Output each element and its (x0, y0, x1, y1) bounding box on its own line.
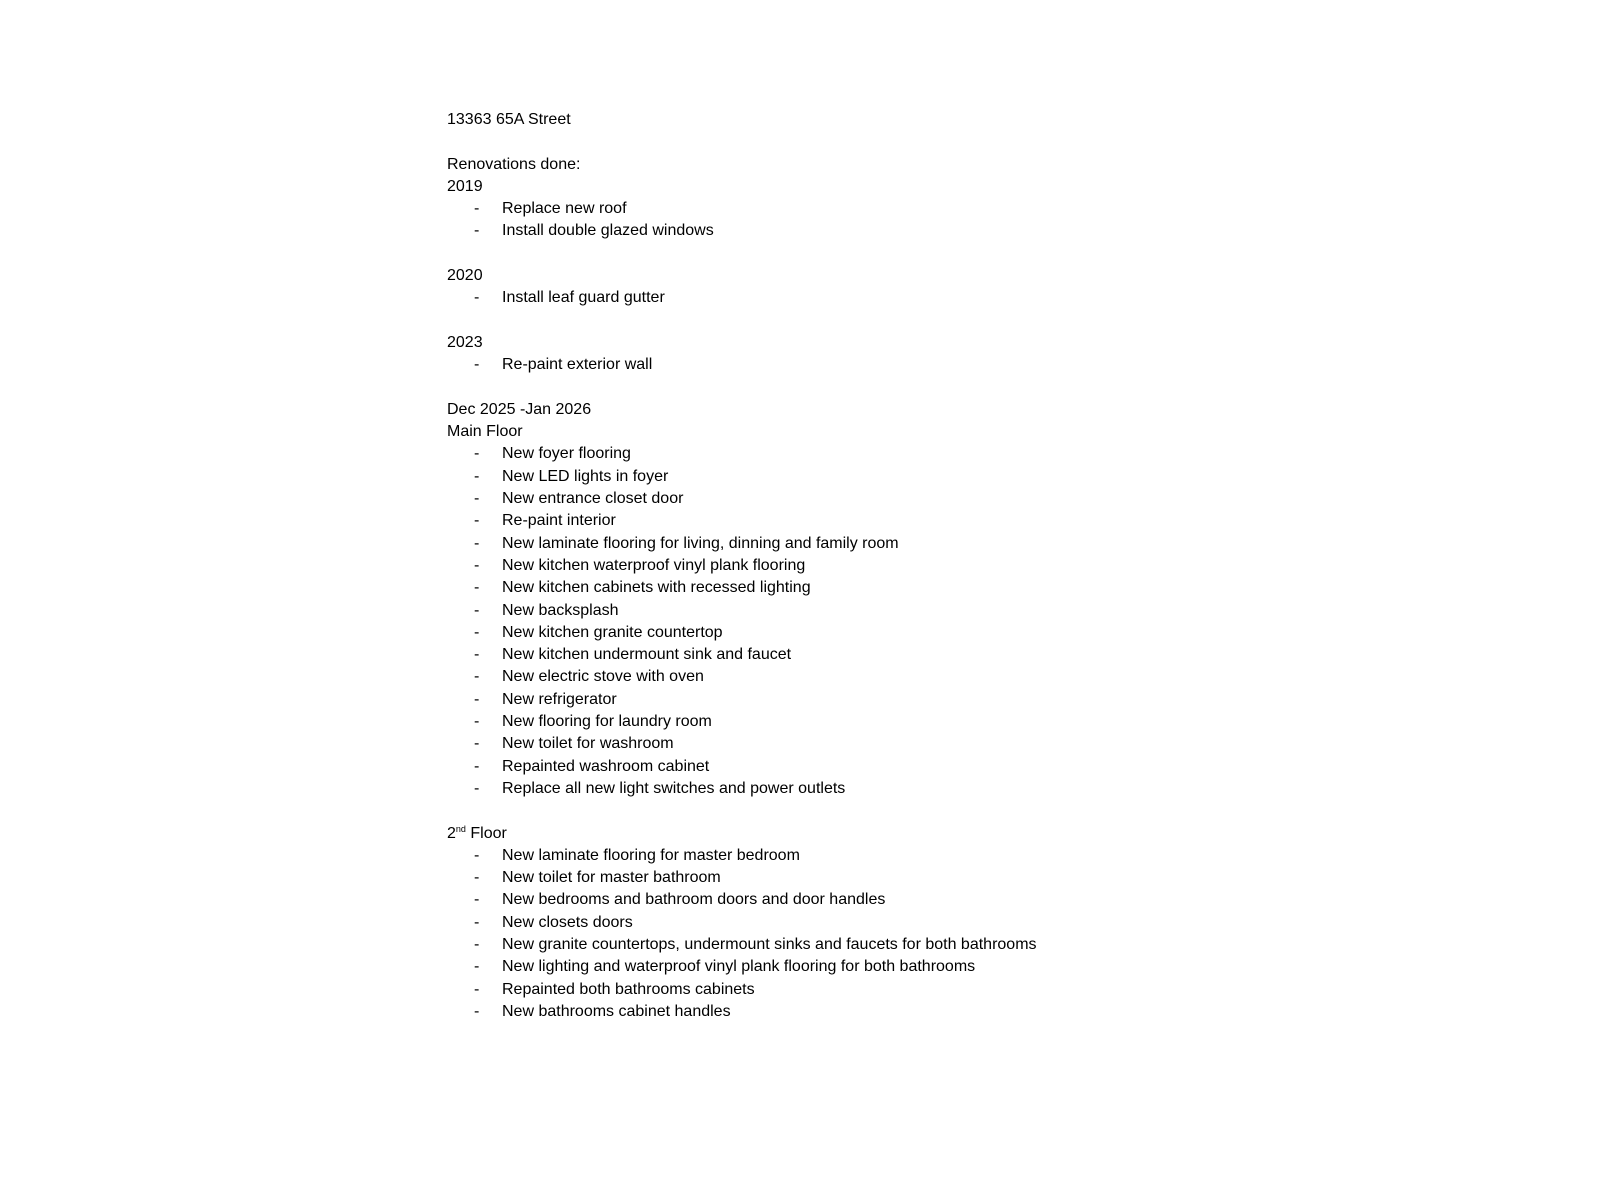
list-item (447, 711, 1447, 733)
list-item (447, 287, 1447, 309)
list-item-text: New granite countertops, undermount sinks and faucets for both bathrooms (502, 935, 1037, 953)
second-floor-list (447, 845, 1447, 1023)
dash-marker: - (474, 935, 480, 953)
dash-marker: - (474, 356, 480, 374)
list-item-text: New flooring for laundry room (502, 713, 712, 731)
list-item (447, 488, 1447, 510)
dash-marker: - (474, 690, 480, 708)
list-item-text: New electric stove with oven (502, 668, 704, 686)
list-item-text: Install double glazed windows (502, 222, 714, 240)
list-item-text: New LED lights in foyer (502, 467, 669, 485)
floor-label: Floor (465, 824, 507, 842)
list-item (447, 600, 1447, 622)
dash-marker: - (474, 222, 480, 240)
list-item (447, 622, 1447, 644)
dash-marker: - (474, 869, 480, 887)
list-item (447, 198, 1447, 220)
dash-marker: - (474, 579, 480, 597)
list-item-text: Re-paint exterior wall (502, 356, 653, 374)
list-item (447, 956, 1447, 978)
list-item-text: New toilet for washroom (502, 735, 674, 753)
list-item (447, 756, 1447, 778)
dash-marker: - (474, 1002, 480, 1020)
list-item-text: Install leaf guard gutter (502, 289, 665, 307)
list-item-text: New kitchen granite countertop (502, 623, 723, 641)
list-item-text: New refrigerator (502, 690, 617, 708)
intro-heading: Renovations done: (447, 155, 581, 173)
dash-marker: - (474, 556, 480, 574)
list-item-text: Replace all new light switches and power outlets (502, 779, 846, 797)
spacer (447, 310, 1447, 332)
second-floor-heading (447, 823, 1447, 845)
list-item (447, 1001, 1447, 1023)
list-item (447, 220, 1447, 242)
dash-marker: - (474, 668, 480, 686)
dash-marker: - (474, 846, 480, 864)
list-item (447, 912, 1447, 934)
address-line: 13363 65A Street (447, 111, 571, 128)
list-item (447, 979, 1447, 1001)
dash-marker: - (474, 913, 480, 931)
dash-marker: - (474, 958, 480, 976)
list-item (447, 577, 1447, 599)
list-item (447, 689, 1447, 711)
list-item-text: Repainted washroom cabinet (502, 757, 710, 775)
list-item-text: Replace new roof (502, 200, 627, 218)
dash-marker: - (474, 623, 480, 641)
dash-marker: - (474, 445, 480, 463)
list-item (447, 666, 1447, 688)
list-item (447, 644, 1447, 666)
period-heading: Dec 2025 -Jan 2026 (447, 400, 592, 418)
dash-marker: - (474, 289, 480, 307)
dash-marker: - (474, 980, 480, 998)
list-item (447, 510, 1447, 532)
list-item (447, 555, 1447, 577)
list-item-text: New foyer flooring (502, 445, 631, 463)
list-item (447, 778, 1447, 800)
dash-marker: - (474, 646, 480, 664)
year-2020-list (447, 287, 1447, 309)
spacer (447, 377, 1447, 399)
dash-marker: - (474, 467, 480, 485)
main-floor-list (447, 443, 1447, 800)
dash-marker: - (474, 735, 480, 753)
list-item-text: New lighting and waterproof vinyl plank flooring for both bathrooms (502, 958, 976, 976)
year-2019-heading: 2019 (447, 177, 483, 195)
year-2020-heading: 2020 (447, 267, 483, 285)
list-item-text: New kitchen undermount sink and faucet (502, 646, 792, 664)
year-2023-heading: 2023 (447, 333, 483, 351)
list-item (447, 934, 1447, 956)
spacer (447, 131, 1447, 153)
list-item-text: New laminate flooring for living, dinning and family room (502, 534, 899, 552)
dash-marker: - (474, 713, 480, 731)
list-item (447, 466, 1447, 488)
list-item (447, 354, 1447, 376)
document-body (447, 109, 1447, 1023)
list-item (447, 889, 1447, 911)
spacer (447, 800, 1447, 822)
list-item-text: New entrance closet door (502, 490, 684, 508)
list-item-text: New kitchen waterproof vinyl plank flooring (502, 556, 806, 574)
dash-marker: - (474, 512, 480, 530)
floor-number: 2 (447, 824, 456, 842)
list-item-text: New toilet for master bathroom (502, 869, 721, 887)
dash-marker: - (474, 891, 480, 909)
list-item-text: New closets doors (502, 913, 633, 931)
dash-marker: - (474, 534, 480, 552)
dash-marker: - (474, 779, 480, 797)
year-2019-list (447, 198, 1447, 243)
dash-marker: - (474, 757, 480, 775)
list-item-text: New bedrooms and bathroom doors and door handles (502, 891, 886, 909)
year-2023-list (447, 354, 1447, 376)
list-item-text: New backsplash (502, 601, 619, 619)
list-item (447, 443, 1447, 465)
list-item-text: New kitchen cabinets with recessed lighting (502, 579, 811, 597)
dash-marker: - (474, 200, 480, 218)
dash-marker: - (474, 490, 480, 508)
list-item (447, 867, 1447, 889)
list-item (447, 733, 1447, 755)
ordinal-suffix: nd (455, 823, 466, 834)
list-item-text: Repainted both bathrooms cabinets (502, 980, 755, 998)
list-item (447, 533, 1447, 555)
list-item (447, 845, 1447, 867)
list-item-text: New laminate flooring for master bedroom (502, 846, 800, 864)
dash-marker: - (474, 601, 480, 619)
main-floor-heading: Main Floor (447, 423, 523, 441)
spacer (447, 243, 1447, 265)
list-item-text: Re-paint interior (502, 512, 616, 530)
list-item-text: New bathrooms cabinet handles (502, 1002, 731, 1020)
